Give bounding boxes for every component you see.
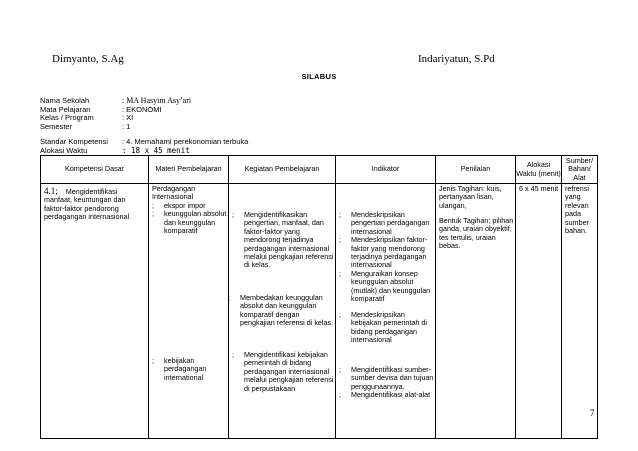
cell-alokasi <box>516 184 562 439</box>
meta-label: Semester <box>40 121 73 131</box>
page-number: 7 <box>590 408 595 418</box>
meta-label: Standar Kompetensi <box>40 137 108 146</box>
meta-label: Alokasi Waktu <box>40 145 88 155</box>
list-item: ; kebijakan perdagangan international <box>152 356 207 382</box>
penilaian-bentuk: Bentuk Tagihan; pilihan ganda, uraian obyektif, tes tertulis, uraian bebas. <box>439 216 514 251</box>
column-header: Penilaian <box>436 156 516 184</box>
meta-value: : EKONOMI <box>122 104 162 114</box>
column-header: Alokasi Waktu (menit) <box>516 156 562 184</box>
meta-label: Mata Pelajaran <box>40 104 91 114</box>
list-item: ; Mendeskripsikan kebijakan pemerintah di bidang perdagangan internasional <box>339 310 427 345</box>
indikator-list-3 <box>339 366 435 400</box>
meta-value: : 1 <box>122 121 131 131</box>
cell-kegiatan <box>229 184 336 439</box>
list-item: ; Mengidentifikasi alat-alat <box>339 390 431 400</box>
indikator-list-2 <box>339 311 435 345</box>
column-header: Materi Pembelajaran <box>149 156 229 184</box>
list-item: ; Mendeskripsikan pengertian perdagangan internasional <box>339 210 430 236</box>
cell-kompetensi-dasar <box>41 184 149 439</box>
materi-list <box>152 202 228 236</box>
syllabus-table <box>40 155 598 439</box>
school-info <box>40 97 191 131</box>
kd-number: 4.1; <box>44 186 58 196</box>
cell-penilaian <box>436 184 516 439</box>
list-item: ; keunggulan absolut dan keunggulan komparatif <box>152 209 227 236</box>
indikator-list <box>339 211 435 303</box>
list-item: ; Mendeskripsikan faktor-faktor yang mendorong terjadinya perdagangan internasional <box>339 235 428 270</box>
materi-topic: Perdagangan Internasional <box>152 184 196 202</box>
kegiatan-item: ; Mengidentifikasi kebijakan pemerintah di bidang perdagangan internasional melalui pengkajian referensi di perpustakaan <box>232 350 334 393</box>
competency-info <box>40 138 248 155</box>
cell-indikator <box>336 184 436 439</box>
list-item: ; ekspor impor <box>152 201 206 210</box>
kegiatan-item: ; Mengidentifikasikan pengertian, manfaat, dan faktor-faktor yang mendorong terjadinya perdagangan internasional melalui pengkajian referensi di kelas. <box>232 210 334 270</box>
list-item: ; Mengidentifikasi sumber-sumber devisa dan tujuan penggunaannya. <box>339 365 434 391</box>
kd-block <box>44 187 144 222</box>
column-header: Indikator <box>336 156 436 184</box>
kegiatan-item: ; Membedakan keunggulan absolut dan keunggulan komparatif dengan pengkajian referensi di kelas. <box>228 293 334 328</box>
table-header-row <box>41 156 598 184</box>
sumber-value: refrensi yang relevan pada sumber bahan. <box>565 184 589 236</box>
cell-sumber <box>562 184 598 439</box>
meta-label: Nama Sekolah <box>40 96 90 105</box>
header-author-left: Dimyanto, S.Ag <box>52 53 124 65</box>
meta-value: : MA Hasyim Asy’ari <box>122 96 192 105</box>
column-header: Kegiatan Pembelajaran <box>229 156 336 184</box>
meta-value: : 18 x 45 menit <box>122 145 190 155</box>
header-author-right: Indariyatun, S.Pd <box>418 53 495 65</box>
meta-row-semester <box>40 123 191 132</box>
table-row <box>41 184 598 439</box>
materi-list-2 <box>152 357 228 382</box>
list-item: ; Menguraikan konsep keunggulan absolut (mutlak) dan keunggulan komparatif <box>339 268 431 304</box>
cell-materi <box>149 184 229 439</box>
kd-text: Mengidentifikasi manfaat, keuntungan dan faktor-faktor pendorong perdagangan internasional <box>44 187 130 222</box>
meta-value: : 4. Memahami perekonomian terbuka <box>122 137 249 146</box>
meta-row-time <box>40 147 248 156</box>
page-title: SILABUS <box>301 72 337 81</box>
penilaian-tagihan: Jenis Tagihan: kuis, pertanyaan lisan, ulangan, <box>439 184 502 210</box>
meta-label: Kelas / Program <box>40 113 94 123</box>
column-header: Sumber/ Bahan/ Alat <box>562 156 598 184</box>
meta-value: : XI <box>122 113 134 123</box>
alokasi-value: 6 x 45 menit <box>519 184 559 193</box>
column-header: Kompetensi Dasar <box>41 156 149 184</box>
